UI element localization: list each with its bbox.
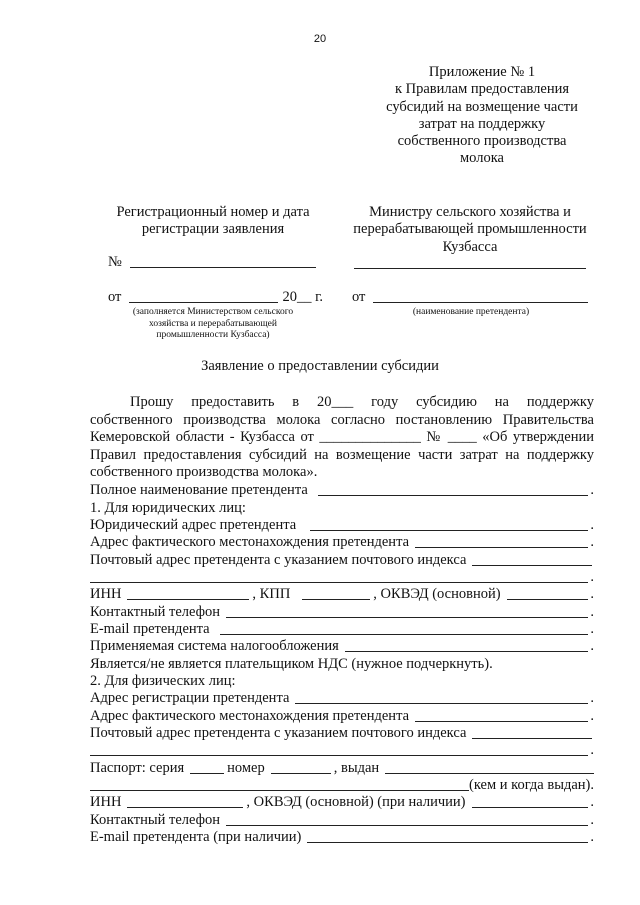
postal-address-label: Почтовый адрес претендента с указанием почтового индекса: [90, 552, 467, 568]
applicant-note: (наименование претендента): [412, 307, 530, 317]
registration-heading-line: Регистрационный номер и дата: [116, 204, 310, 220]
postal-address-continuation[interactable]: .: [90, 569, 594, 586]
applicant-name-blank[interactable]: [373, 290, 588, 303]
applicant-from-label: от: [352, 289, 366, 305]
actual-address-blank[interactable]: [415, 535, 588, 548]
appendix-line: собственного производства: [397, 133, 567, 150]
full-name-field[interactable]: Полное наименование претендента .: [90, 482, 594, 498]
individual-actual-address-label: Адрес фактического местонахождения претендента: [90, 708, 410, 724]
passport-series-blank[interactable]: [190, 761, 224, 774]
kpp-label: , КПП: [252, 586, 291, 602]
individual-postal-address-blank[interactable]: [472, 726, 592, 739]
individual-phone-field[interactable]: Контактный телефон .: [90, 812, 594, 828]
tax-system-field[interactable]: Применяемая система налогообложения .: [90, 638, 594, 654]
registration-date-field[interactable]: [108, 289, 323, 306]
individual-email-label: E-mail претендента (при наличии): [90, 829, 302, 845]
registration-address-blank[interactable]: [295, 691, 588, 704]
addressee-line: перерабатывающей промышленности: [353, 221, 587, 238]
okved-blank[interactable]: [507, 587, 589, 600]
passport-issued-blank-2[interactable]: [90, 778, 469, 791]
individual-postal-address-label: Почтовый адрес претендента с указанием почтового индекса: [90, 725, 467, 741]
year-label: 20__ г.: [282, 289, 323, 305]
paragraph-line: Правил предоставления субсидий на возмещение части затрат на поддержку: [90, 446, 594, 463]
individual-email-field[interactable]: E-mail претендента (при наличии) .: [90, 829, 594, 845]
individual-postal-address-continuation[interactable]: .: [90, 742, 594, 759]
email-label: E-mail претендента: [90, 621, 210, 637]
postal-address-blank[interactable]: [472, 553, 592, 566]
appendix-block: [380, 64, 584, 168]
individual-okved-blank[interactable]: [472, 795, 589, 808]
registration-heading-line: регистрации заявления: [141, 221, 285, 238]
tax-system-blank[interactable]: [345, 639, 589, 652]
legal-address-label: Юридический адрес претендента: [90, 517, 297, 533]
date-from-label: от: [108, 289, 122, 305]
paragraph-line: Кемеровской области - Кузбасса от ______________ № ____ «Об утверждении: [90, 429, 594, 445]
appendix-line: молока: [460, 150, 504, 167]
passport-field[interactable]: [90, 760, 594, 777]
paragraph-line: Прошу предоставить в 20___ году субсидию на поддержку: [130, 394, 594, 410]
registration-address-field[interactable]: Адрес регистрации претендента .: [90, 690, 594, 706]
note-line: хозяйства и перерабатывающей: [149, 318, 277, 329]
full-name-label: Полное наименование претендента: [90, 482, 308, 498]
passport-issued-label: , выдан: [333, 760, 380, 776]
request-paragraph: [90, 394, 594, 482]
inn-kpp-okved-field[interactable]: ИНН , КПП , ОКВЭД (основной) .: [90, 586, 594, 602]
number-label: №: [108, 254, 122, 270]
passport-series-label: Паспорт: серия: [90, 760, 185, 776]
number-blank[interactable]: [130, 255, 316, 268]
postal-address-field[interactable]: [90, 552, 594, 569]
individual-postal-address-field[interactable]: [90, 725, 594, 742]
page-number: 20: [313, 33, 327, 45]
passport-issued-note: (кем и когда выдан).: [469, 777, 594, 793]
actual-address-field[interactable]: Адрес фактического местонахождения претендента .: [90, 534, 594, 550]
email-field[interactable]: E-mail претендента .: [90, 621, 594, 637]
note-line: (заполняется Министерством сельского: [132, 307, 294, 317]
kpp-blank[interactable]: [302, 587, 370, 600]
registration-number-field[interactable]: [108, 254, 318, 271]
vat-status: Является/не является плательщиком НДС (нужное подчеркнуть).: [90, 656, 493, 672]
actual-address-label: Адрес фактического местонахождения претендента: [90, 534, 410, 550]
passport-number-label: номер: [227, 760, 265, 776]
addressee-line: Министру сельского хозяйства и: [369, 204, 571, 220]
addressee-blank[interactable]: [354, 268, 586, 269]
legal-address-blank[interactable]: [310, 518, 588, 531]
appendix-line: субсидий на возмещение части: [386, 98, 578, 115]
paragraph-line: собственного производства молока».: [90, 464, 318, 480]
postal-address-blank-2[interactable]: [90, 570, 588, 583]
addressee-line: Кузбасса: [442, 238, 498, 255]
individual-phone-label: Контактный телефон: [90, 812, 221, 828]
appendix-title: Приложение № 1: [428, 64, 536, 80]
passport-issued-continuation[interactable]: [90, 777, 594, 794]
passport-issued-blank[interactable]: [385, 761, 594, 774]
individual-actual-address-field[interactable]: Адрес фактического местонахождения претендента .: [90, 708, 594, 724]
tax-system-label: Применяемая система налогообложения: [90, 638, 339, 654]
phone-field[interactable]: Контактный телефон .: [90, 604, 594, 620]
statement-title: Заявление о предоставлении субсидии: [201, 358, 439, 374]
individual-okved-label: , ОКВЭД (основной) (при наличии): [246, 794, 466, 810]
individual-phone-blank[interactable]: [226, 813, 588, 826]
phone-label: Контактный телефон: [90, 604, 221, 620]
legal-entities-header: 1. Для юридических лиц:: [90, 500, 246, 516]
individual-actual-address-blank[interactable]: [415, 709, 588, 722]
passport-number-blank[interactable]: [271, 761, 331, 774]
phone-blank[interactable]: [226, 605, 588, 618]
registration-address-label: Адрес регистрации претендента: [90, 690, 290, 706]
legal-address-field[interactable]: Юридический адрес претендента .: [90, 517, 594, 533]
individuals-header: 2. Для физических лиц:: [90, 673, 236, 689]
appendix-line: к Правилам предоставления: [394, 81, 570, 98]
individual-inn-blank[interactable]: [127, 795, 243, 808]
individual-email-blank[interactable]: [307, 830, 588, 843]
full-name-blank[interactable]: [318, 483, 589, 496]
registration-heading: [100, 204, 326, 239]
individual-inn-okved-field[interactable]: ИНН , ОКВЭД (основной) (при наличии) .: [90, 794, 594, 810]
paragraph-line: собственного производства молока согласно постановлению Правительства: [90, 411, 594, 428]
inn-blank[interactable]: [127, 587, 249, 600]
individual-postal-address-blank-2[interactable]: [90, 743, 588, 756]
note-line: промышленности Кузбасса): [156, 330, 270, 341]
appendix-line: затрат на поддержку: [418, 115, 546, 132]
addressee-block: [342, 204, 598, 256]
registration-note: [100, 307, 326, 342]
okved-label: , ОКВЭД (основной): [373, 586, 501, 602]
date-blank[interactable]: [129, 290, 278, 303]
email-blank[interactable]: [220, 622, 589, 635]
applicant-name-field[interactable]: [352, 289, 590, 306]
inn-label: ИНН: [90, 586, 122, 602]
individual-inn-label: ИНН: [90, 794, 122, 810]
